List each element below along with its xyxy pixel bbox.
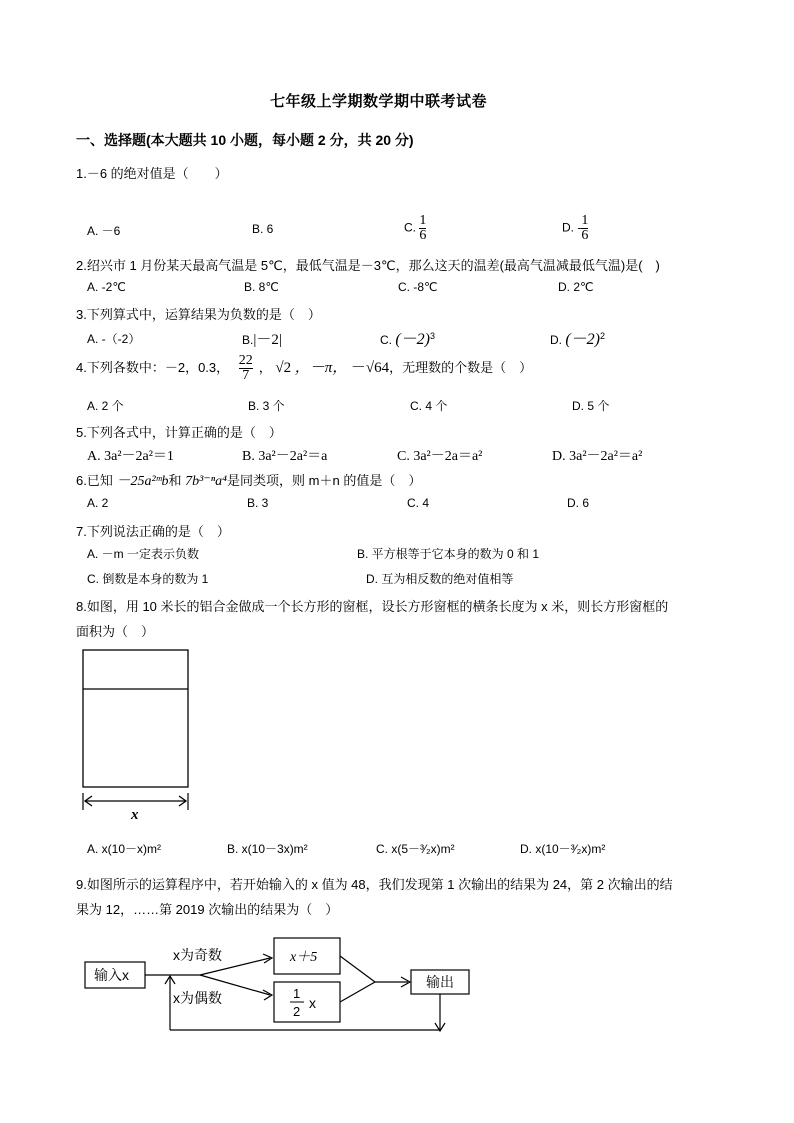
page-title: 七年级上学期数学期中联考试卷: [270, 93, 488, 110]
q7-option-c: C. 倒数是本身的数为 1: [87, 572, 209, 586]
q4-stem-prefix: 4.下列各数中：－2，0.3，: [76, 359, 230, 375]
q3-option-c: [380, 326, 435, 349]
q5-option-a: A. 3a²－2a²＝1: [87, 449, 174, 464]
q2-option-b: B. 8℃: [244, 280, 279, 294]
section-heading: 一、选择题(本大题共 10 小题，每小题 2 分，共 20 分): [76, 132, 414, 148]
question-5-stem: 5.下列各式中，计算正确的是（ ）: [76, 425, 282, 440]
q4-frac-numerator: 22: [238, 353, 253, 368]
q4-neg-sqrt64: －√64: [350, 359, 390, 376]
flow-even-operation-box: [274, 982, 340, 1022]
question-8-stem-line1: 8.如图，用 10 米长的铝合金做成一个长方形的窗框，设长方形窗框的横条长度为 x 米，则长方形窗框的: [76, 599, 669, 614]
window-frame-figure: [76, 645, 201, 825]
question-1-stem: 1.－6 的绝对值是（ ）: [76, 166, 228, 181]
q6-option-b: B. 3: [247, 496, 269, 510]
q7-option-b: B. 平方根等于它本身的数为 0 和 1: [357, 547, 540, 561]
q3-option-d-label: D.: [550, 333, 562, 347]
q1-option-d-label: D. -: [562, 220, 582, 235]
question-6-stem: [76, 470, 421, 490]
q4-option-b: B. 3 个: [248, 399, 285, 413]
question-4-stem: 4.下列各数中：－2，0.3， $\frac{22}{7}$ ， √2 ，－π， －√64，无理数的个数是（ ）: [76, 353, 533, 383]
q5-option-c: C. 3a²－2a＝a²: [397, 449, 483, 464]
q1-d-denominator: 6: [581, 228, 589, 243]
q8-option-c: C. x(5－³⁄₂x)m²: [376, 842, 455, 856]
q4-option-d: D. 5 个: [572, 399, 610, 413]
flow-odd-label: x为奇数: [173, 947, 222, 963]
q5-option-d: D. 3a²－2a²＝a²: [552, 449, 643, 464]
q8-option-a: A. x(10－x)m²: [87, 842, 162, 856]
q6-and: 和: [168, 473, 182, 488]
q2-option-c: C. -8℃: [398, 280, 438, 294]
q4-sqrt2: √2: [275, 359, 292, 376]
q5-option-b: B. 3a²－2a²＝a: [242, 449, 328, 464]
q6-stem-suffix: 是同类项，则 m＋n 的值是（ ）: [227, 473, 422, 488]
q3-option-b-label: B.: [242, 333, 254, 347]
q4-neg-pi: ，－π，: [294, 359, 348, 376]
question-8-stem-line2: 面积为（ ）: [76, 624, 155, 639]
q6-stem-prefix: 6.已知: [76, 473, 113, 488]
q1-option-c: [404, 214, 426, 243]
q3-option-b: [242, 328, 282, 349]
flow-output-label: 输出: [426, 974, 454, 990]
flow-even-label: x为偶数: [173, 990, 222, 1006]
q6-term2: 7b³⁻ⁿa⁴: [185, 474, 228, 489]
q3-option-d: [550, 326, 605, 349]
q6-option-a: A. 2: [87, 496, 109, 510]
q1-d-numerator: 1: [581, 213, 589, 228]
question-9-stem-line1: 9.如图所示的运算程序中，若开始输入的 x 值为 48，我们发现第 1 次输出的结果为 24，第 2 次输出的结: [76, 877, 673, 892]
q8-option-b: B. x(10－3x)m²: [227, 842, 308, 856]
q3-option-b-math: |－2|: [253, 332, 282, 348]
window-frame-outline: [83, 650, 188, 787]
q4-option-a: A. 2 个: [87, 399, 124, 413]
q3-option-c-math: (－2): [395, 331, 431, 348]
width-label-x: x: [131, 807, 139, 823]
q7-option-d: D. 互为相反数的绝对值相等: [366, 572, 514, 586]
question-7-stem: 7.下列说法正确的是（ ）: [76, 524, 230, 539]
flow-even-variable: x: [309, 995, 316, 1011]
question-3-stem: 3.下列算式中，运算结果为负数的是（ ）: [76, 307, 321, 322]
q3-option-c-label: C.: [380, 333, 392, 347]
q6-term1: －25a²ᵐb: [116, 474, 169, 489]
q1-option-d: [562, 214, 588, 243]
q1-option-b: B. 6: [252, 222, 274, 236]
q2-option-d: D. 2℃: [558, 280, 594, 294]
flow-odd-operation: x＋5: [290, 950, 318, 965]
q3-option-c-exponent: 3: [430, 331, 436, 341]
q2-option-a: A. -2℃: [87, 280, 126, 294]
q8-option-d: D. x(10－³⁄₂x)m²: [520, 842, 606, 856]
q7-option-a: A. －m 一定表示负数: [87, 547, 200, 561]
q3-option-a: A. -（-2）: [87, 332, 141, 346]
question-9-stem-line2: 果为 12，……第 2019 次输出的结果为（ ）: [76, 902, 339, 917]
q6-option-d: D. 6: [567, 496, 590, 510]
q3-option-d-exponent: 2: [600, 331, 606, 341]
flow-input-label: 输入x: [94, 967, 129, 983]
q3-option-d-math: (－2): [565, 331, 601, 348]
q4-option-c: C. 4 个: [410, 399, 448, 413]
q4-stem-suffix: ，无理数的个数是（ ）: [389, 359, 533, 375]
q1-option-c-label: C.: [404, 220, 416, 235]
q1-c-denominator: 6: [419, 228, 427, 243]
q1-c-numerator: 1: [419, 213, 427, 228]
q1-option-a: A. －6: [87, 224, 121, 238]
flow-even-denominator: 2: [293, 1004, 301, 1019]
q6-option-c: C. 4: [407, 496, 430, 510]
question-2-stem: 2.绍兴市 1 月份某天最高气温是 5℃，最低气温是－3℃，那么这天的温差(最高气温减最低气温)是( ): [76, 258, 660, 273]
q4-frac-denominator: 7: [242, 368, 250, 383]
operation-flowchart: [80, 930, 480, 1040]
flow-even-numerator: 1: [293, 986, 301, 1001]
